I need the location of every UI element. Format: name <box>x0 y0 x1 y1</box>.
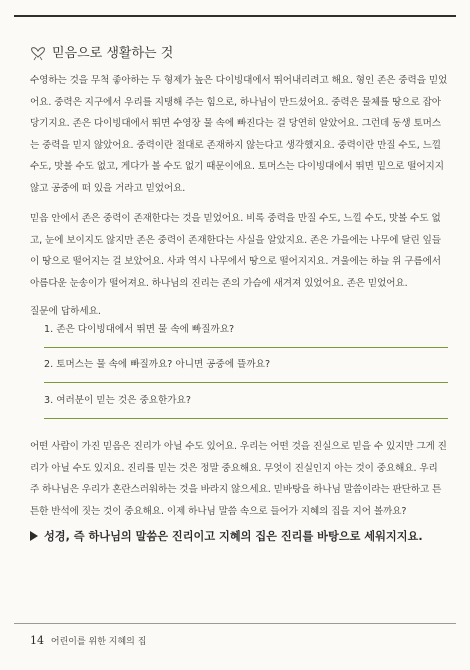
heart-icon <box>30 43 46 61</box>
page-number: 14 <box>30 634 44 647</box>
question-text: 2. 토머스는 물 속에 빠질까요? 아니면 공중에 뜰까요? <box>44 359 271 370</box>
question-3 <box>44 392 448 406</box>
section-title: 믿음으로 생활하는 것 <box>52 46 174 61</box>
answer-line[interactable] <box>44 382 448 383</box>
answer-line[interactable] <box>44 347 448 348</box>
book-title: 어린이를 위한 지혜의 집 <box>50 637 147 647</box>
paragraph-3: 어떤 사람이 가진 믿음은 진리가 아닐 수도 있어요. 우리는 어떤 것을 진실으로 믿을 수 있지만 그게 진리가 아닐 수도 있지요. 진리를 믿는 것은 정말 중요해요. 무엇이 진실인지 아는 것이 중요해요. 우리 주 하나님은 우리가 혼란스러워하는 것을 바라지 않으세요. 믿바탕을 하나님 말씀이라는 판단하고 튼튼한 반석에 짓는 것이 중요해요. 이제 하나님 말씀 속으로 들어가 지혜의 집을 지어 볼까요? <box>30 441 447 517</box>
answer-line[interactable] <box>44 418 448 419</box>
top-rule <box>14 15 456 17</box>
questions-title: 질문에 답하세요. <box>30 306 101 317</box>
triangle-bullet-icon <box>30 531 38 541</box>
key-verse <box>30 528 423 544</box>
paragraph-2: 믿음 안에서 존은 중력이 존재한다는 것을 믿었어요. 비록 중력을 만질 수도, 느낄 수도, 맛볼 수도 없고, 눈에 보이지도 않지만 존은 중력이 존재한다는 사실을 알았지요. 존은 가을에는 나무에 달린 잎들이 땅으로 떨어지는 걸 보았어요. 사과 역시 나무에서 땅으로 떨어지지요. 겨울에는 하늘 위 구름에서 아름다운 눈송이가 떨어져요. 하나님의 진리는 존의 가슴에 새겨져 있었어요. 존은 믿었어요. <box>30 213 441 289</box>
question-1 <box>44 321 448 335</box>
section-header <box>30 42 173 61</box>
paragraph-1: 수영하는 것을 무척 좋아하는 두 형제가 높은 다이빙대에서 뛰어내리려고 해요. 형인 존은 중력을 믿었어요. 중력은 지구에서 우리를 지탱해 주는 힘으로, 하나님이 만드셨어요. 중력은 물체를 땅으로 잡아당기지요. 존은 다이빙대에서 뛰면 수영장 물 속에 빠진다는 걸 당연히 알았어요. 그런데 동생 토머스는 중력을 믿지 않았어요. 중력이란 절대로 존재하지 않는다고 생각했지요. 중력이란 만질 수도, 느낄 수도, 맛볼 수도 없고, 게다가 볼 수도 없기 때문이에요. 토머스는 다이빙대에서 뛰면 밑으로 떨어지지 않고 공중에 떠 있을 거라고 믿었어요. <box>30 75 448 194</box>
question-2 <box>44 356 448 370</box>
footer <box>30 634 146 647</box>
key-verse-text: 성경, 즉 하나님의 말씀은 진리이고 지혜의 집은 진리를 바탕으로 세워지지요. <box>44 530 423 543</box>
question-text: 1. 존은 다이빙대에서 뛰면 물 속에 빠질까요? <box>44 324 235 335</box>
question-text: 3. 여러분이 믿는 것은 중요한가요? <box>44 395 191 406</box>
bottom-rule <box>14 623 456 624</box>
